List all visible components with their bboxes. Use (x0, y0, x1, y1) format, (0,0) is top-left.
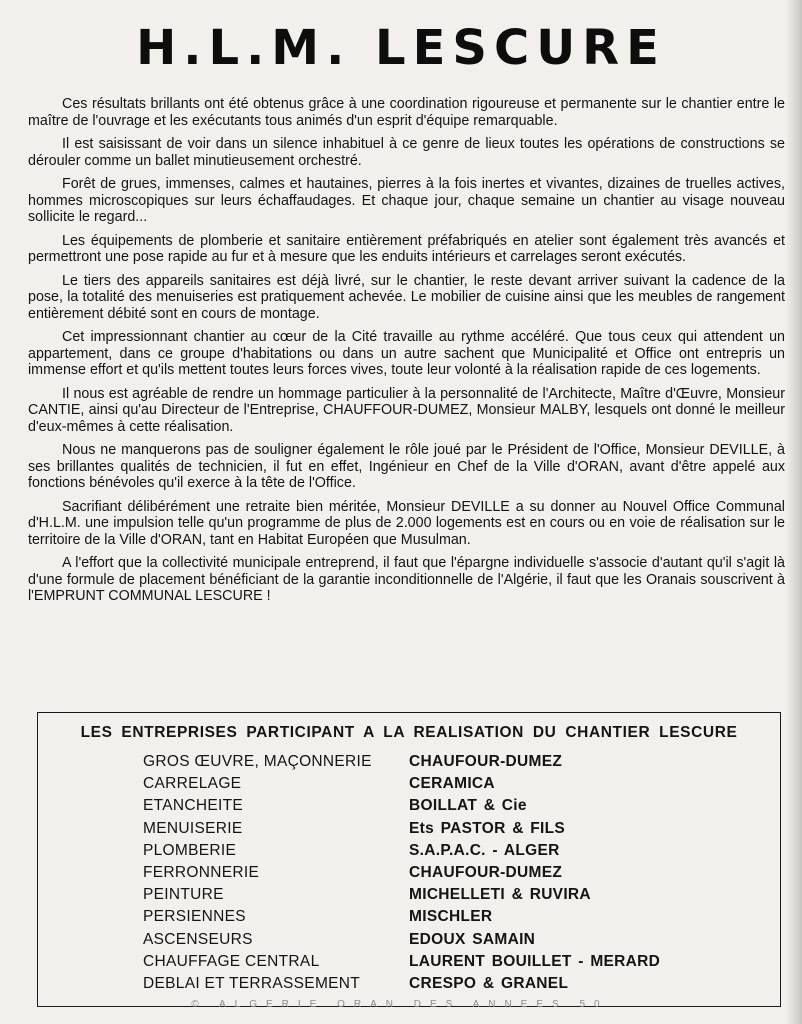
trade-label: MENUISERIE (143, 819, 243, 837)
company-name: BOILLAT & Cie (409, 797, 527, 815)
paragraph: Il est saisissant de voir dans un silence inhabituel à ce genre de lieux toutes les opérations de constructions se dérouler comme un ballet minutieusement orchestré. (28, 136, 785, 169)
partner-row (143, 906, 763, 928)
paragraph: Sacrifiant délibérément une retraite bien méritée, Monsieur DEVILLE a su donner au Nouvel Office Communal d'H.L.M. une impulsion telle qu'un programme de plus de 2.000 logements est en cours ou en voie de réalisation sur le territoire de la Ville d'ORAN, tant en Habitat Européen que Musulman. (28, 498, 785, 548)
watermark: © ALGERIE ORAN DES ANNEES 50 (191, 999, 609, 1010)
paragraph: Les équipements de plomberie et sanitaire entièrement préfabriqués en atelier sont également très avancés et permettront une pose rapide au fur et à mesure que les enduits intérieurs et carrelages seront exécutés. (28, 232, 785, 265)
partners-box (37, 712, 781, 1007)
company-name: LAURENT BOUILLET - MERARD (409, 952, 661, 970)
partner-row (143, 951, 763, 973)
trade-label: DEBLAI ET TERRASSEMENT (143, 974, 361, 992)
trade-label: CHAUFFAGE CENTRAL (143, 952, 320, 970)
page-title: H.L.M. LESCURE (136, 20, 666, 76)
article-body (28, 96, 785, 612)
paragraph: Il nous est agréable de rendre un hommage particulier à la personnalité de l'Architecte, Maître d'Œuvre, Monsieur CANTIE, ainsi qu'au Directeur de l'Entreprise, CHAUFFOUR-DUMEZ, Monsieur MALBY, lesquels ont donné le meilleur d'eux-mêmes à cette réalisation. (28, 385, 785, 435)
paragraph: Cet impressionnant chantier au cœur de la Cité travaille au rythme accéléré. Que tous ceux qui attendent un appartement, dans ce groupe d'habitations ou dans un autre sachent que Municipalité et Office ont entrepris un immense effort et qu'ils mettent toutes leurs forces vives, toute leur volonté à la réalisation rapide de ces logements. (28, 329, 785, 378)
paragraph: Le tiers des appareils sanitaires est déjà livré, sur le chantier, le reste devant arriver suivant la cadence de la pose, la totalité des menuiseries est pratiquement achevée. Le mobilier de cuisine ainsi que les meubles de rangement entièrement débité sont en cours de montage. (28, 272, 785, 322)
trade-label: PERSIENNES (143, 908, 246, 926)
trade-label: FERRONNERIE (143, 864, 260, 882)
partner-row (143, 862, 763, 884)
partner-row (143, 973, 763, 995)
company-name: MISCHLER (409, 908, 493, 926)
partner-row (143, 840, 763, 862)
company-name: CRESPO & GRANEL (409, 974, 569, 992)
trade-label: CARRELAGE (143, 775, 242, 793)
paragraph: A l'effort que la collectivité municipale entreprend, il faut que l'épargne individuelle s'associe d'autant qu'il s'agit là d'une formule de placement bénéficiant de la garantie inconditionnelle de l'Algérie, il faut que les Oranais souscrivent à l'EMPRUNT COMMUNAL LESCURE ! (28, 555, 785, 604)
company-name: MICHELLETI & RUVIRA (409, 886, 591, 904)
page-edge-shadow (786, 0, 802, 1024)
paragraph: Forêt de grues, immenses, calmes et hautaines, pierres à la fois inertes et vivantes, dizaines de truelles actives, hommes microscopiques sur leurs échaffaudages. Et chaque jour, chaque semaine un chantier au visage nouveau sollicite le regard... (28, 176, 785, 225)
partner-row (143, 773, 763, 795)
partners-title: LES ENTREPRISES PARTICIPANT A LA REALISATION DU CHANTIER LESCURE (80, 724, 738, 741)
paragraph: Ces résultats brillants ont été obtenus grâce à une coordination rigoureuse et permanente sur le chantier entre le maître de l'ouvrage et les exécutants tous animés d'un esprit d'équipe remarquable. (28, 96, 785, 129)
trade-label: GROS ŒUVRE, MAÇONNERIE (143, 753, 372, 771)
partner-list (143, 751, 763, 995)
partner-row (143, 884, 763, 906)
partner-row (143, 795, 763, 817)
partner-row (143, 751, 763, 773)
company-name: CHAUFOUR-DUMEZ (409, 753, 563, 771)
paragraph: Nous ne manquerons pas de souligner également le rôle joué par le Président de l'Office, Monsieur DEVILLE, à ses brillantes qualités de technicien, il fut en effet, Ingénieur en Chef de la Ville d'ORAN, avant d'être appelé aux fonctions bénévoles qu'il exerce à la tête de l'Office. (28, 442, 785, 491)
company-name: Ets PASTOR & FILS (409, 819, 566, 837)
trade-label: ASCENSEURS (143, 930, 253, 948)
partner-row (143, 929, 763, 951)
trade-label: PLOMBERIE (143, 841, 237, 859)
company-name: CHAUFOUR-DUMEZ (409, 864, 563, 882)
partner-row (143, 818, 763, 840)
company-name: CERAMICA (409, 775, 495, 793)
company-name: S.A.P.A.C. - ALGER (409, 841, 560, 859)
trade-label: ETANCHEITE (143, 797, 244, 815)
company-name: EDOUX SAMAIN (409, 930, 536, 948)
trade-label: PEINTURE (143, 886, 224, 904)
